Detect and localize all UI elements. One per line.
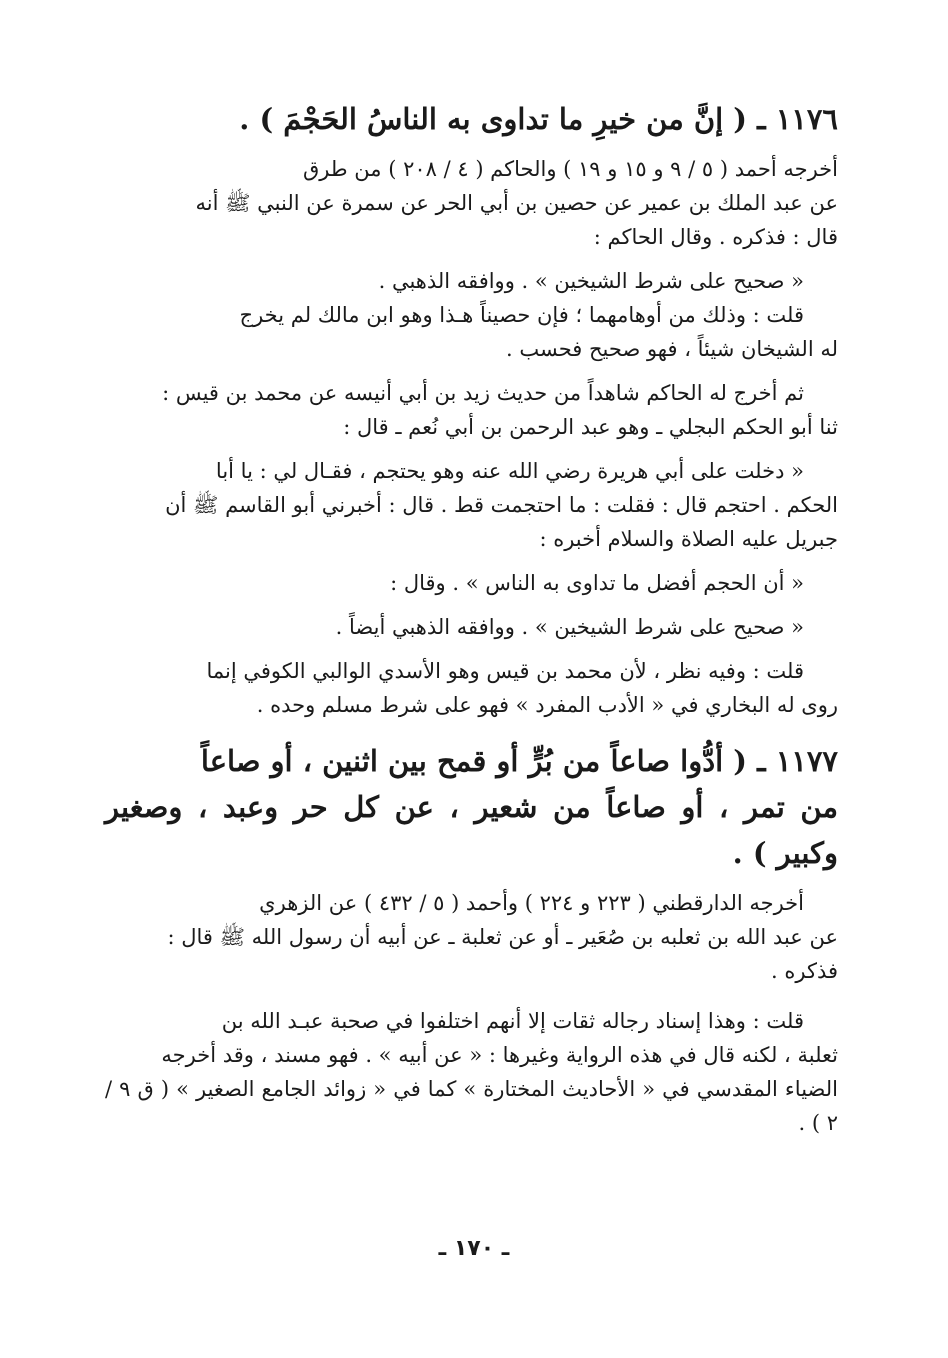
hadith-entry-1177 (105, 738, 838, 1140)
paragraph (105, 886, 838, 988)
paragraph (105, 654, 838, 722)
text-line: « أن الحجم أفضل ما تداوى به الناس » . وقال : (390, 571, 804, 595)
text-line: عن عبد الملك بن عمير عن حصين بن أبي الحر عن سمرة عن النبي ﷺ أنه (195, 191, 838, 215)
hadith-entry-1176 (105, 96, 838, 722)
text-line: الضياء المقدسي في « الأحاديث المختارة » كما في « زوائد الجامع الصغير » ( ق ٩ / ٢ ) . (105, 1077, 838, 1135)
text-line: « صحيح على شرط الشيخين » . ووافقه الذهبي أيضاً . (335, 615, 804, 639)
paragraph (105, 1004, 838, 1140)
text-line: « صحيح على شرط الشيخين » . ووافقه الذهبي . (378, 269, 804, 293)
text-line: عن عبد الله بن ثعلبه بن صُعَير ـ أو عن ثعلبة ـ عن أبيه أن رسول الله ﷺ قال : (167, 925, 838, 949)
page-number: ـ ١٧٠ ـ (438, 1236, 510, 1261)
text-line: ثنا أبو الحكم البجلي ـ وهو عبد الرحمن بن أبي نُعم ـ قال : (343, 415, 838, 439)
text-line: أخرجه الدارقطني ( ٢٢٣ و ٢٢٤ ) وأحمد ( ٥ / ٤٣٢ ) عن الزهري (259, 891, 804, 915)
paragraph (105, 376, 838, 444)
quotation (105, 610, 838, 644)
hadith-heading: ١١٧٧ ـ ( أدُّوا صاعاً من بُرٍّ أو قمح بين اثنين ، أو صاعاً (200, 744, 838, 778)
text-line: فذكره . (771, 959, 838, 983)
text-line: أخرجه أحمد ( ٥ / ٩ و ١٥ و ١٩ ) والحاكم ( ٤ / ٢٠٨ ) من طرق (303, 157, 838, 181)
text-line: قلت : وفيه نظر ، لأن محمد بن قيس وهو الأسدي الوالبي الكوفي إنما (206, 659, 804, 683)
paragraph (105, 298, 838, 366)
text-line: جبريل عليه الصلاة والسلام أخبره : (539, 527, 838, 551)
text-line: ثم أخرج له الحاكم شاهداً من حديث زيد بن أبي أنيسه عن محمد بن قيس : (162, 381, 804, 405)
quotation (105, 264, 838, 298)
hadith-heading: من تمر ، أو صاعاً من شعير ، عن كل حر وعبد ، وصغير وكبير ) . (105, 790, 838, 870)
text-line: الحكم . احتجم قال : فقلت : ما احتجمت قط . قال : أخبرني أبو القاسم ﷺ أن (165, 493, 838, 517)
text-line: « دخلت على أبي هريرة رضي الله عنه وهو يحتجم ، فقـال لي : يا أبا (215, 459, 804, 483)
text-line: له الشيخان شيئاً ، فهو صحيح فحسب . (506, 337, 838, 361)
quotation (105, 566, 838, 600)
quotation (105, 454, 838, 556)
text-line: روى له البخاري في « الأدب المفرد » فهو على شرط مسلم وحده . (256, 693, 838, 717)
text-line: قلت : وهذا إسناد رجاله ثقات إلا أنهم اختلفوا في صحبة عبـد الله بن (221, 1009, 804, 1033)
hadith-heading: ١١٧٦ ـ ( إنَّ من خيرِ ما تداوى به الناسُ الحَجْمَ ) . (239, 102, 838, 136)
page-body (105, 96, 838, 1140)
paragraph (105, 152, 838, 254)
text-line: ثعلبة ، لكنه قال في هذه الرواية وغيرها : « عن أبيه » . فهو مسند ، وقد أخرجه (161, 1043, 838, 1067)
text-line: قلت : وذلك من أوهامهما ؛ فإن حصيناً هـذا وهو ابن مالك لم يخرج (239, 303, 804, 327)
text-line: قال : فذكره . وقال الحاكم : (593, 225, 838, 249)
